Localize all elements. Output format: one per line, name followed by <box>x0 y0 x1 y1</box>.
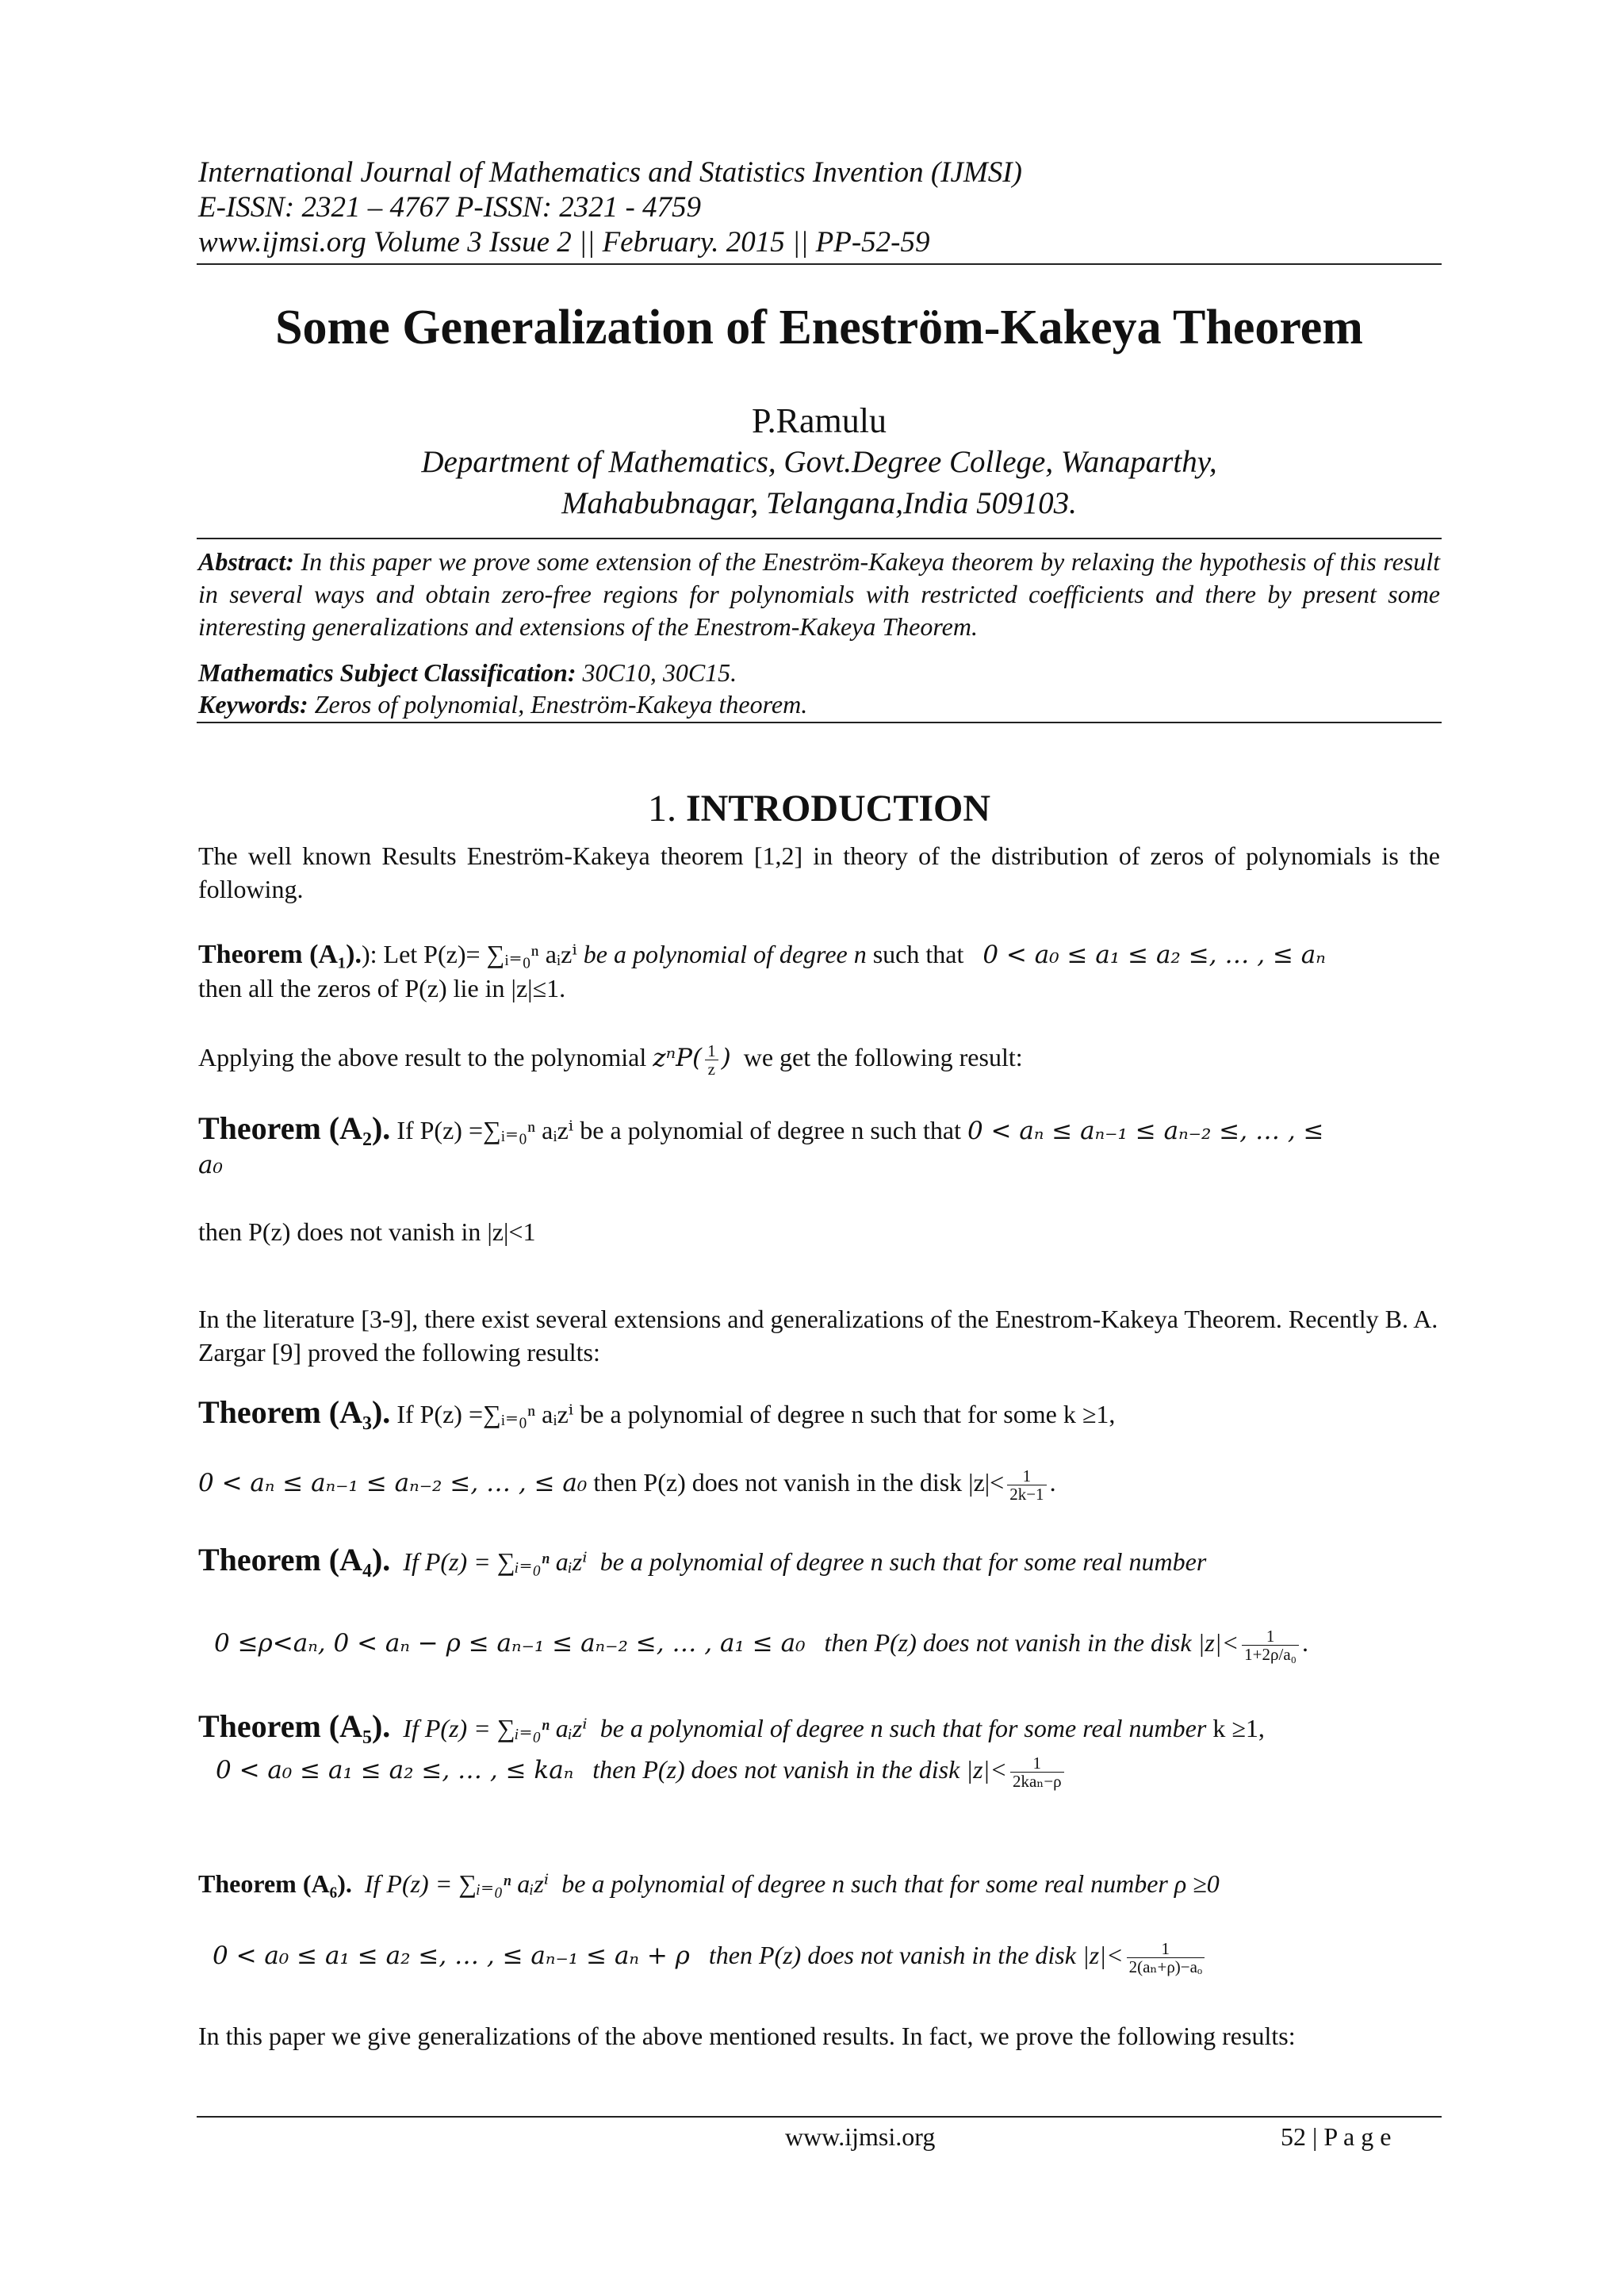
theorem-a5: Theorem (A₅). If P(z) = ∑ᵢ₌₀ⁿ aᵢzⁱ be a polynomial of degree n such that for some real number k ≥1, <box>198 1708 1265 1744</box>
abstract-text: In this paper we prove some extension of the Eneström-Kakeya theorem by relaxing the hypothesis of this result in several ways and obtain zero-free regions for polynomials with restricted coefficients and there by present some interesting generalizations and extensions of the Enestrom-Kakeya Theorem. <box>198 547 1441 641</box>
msc-line: Mathematics Subject Classification: 30C10, 30C15. <box>198 658 737 687</box>
footer-url: www.ijmsi.org <box>785 2122 936 2151</box>
footer-rule <box>197 2116 1442 2118</box>
theorem-a5-condition: 0 < a₀ ≤ a₁ ≤ a₂ ≤, … , ≤ kaₙ then P(z) does not vanish in the disk |z|< $\frac{1}{\text{2kaₙ−ρ}}$ <box>216 1753 1440 1790</box>
keywords-line: Keywords: Zeros of polynomial, Eneström-Kakeya theorem. <box>198 690 808 719</box>
section-heading: 1. INTRODUCTION <box>647 788 991 830</box>
fraction-a5: $\frac{1}{\text{2kaₙ−ρ}}$ <box>1010 1754 1064 1790</box>
abstract-label: Abstract: <box>198 547 294 576</box>
abstract-bottom-rule <box>197 722 1442 723</box>
fraction-a3: $\frac{1}{2k-1}$ <box>1007 1467 1046 1503</box>
journal-volume: www.ijmsi.org Volume 3 Issue 2 || February. 2015 || PP-52-59 <box>198 226 930 259</box>
theorem-a6-condition: 0 < a₀ ≤ a₁ ≤ a₂ ≤, … , ≤ aₙ₋₁ ≤ aₙ + ρ then P(z) does not vanish in the disk |z|< $\frac{1}{\text{2(aₙ+ρ)−aₒ}}$ <box>213 1938 1440 1976</box>
journal-header <box>198 155 1022 260</box>
intro-paragraph: The well known Results Eneström-Kakeya theorem [1,2] in theory of the distribution of zeros of polynomials is the following. <box>198 841 1440 903</box>
applying-paragraph: Applying the above result to the polynomial zⁿP( $\frac{1}{z}$ ) we get the following result: <box>198 1041 1023 1079</box>
closing-paragraph: In this paper we give generalizations of the above mentioned results. In fact, we prove the following results: <box>198 2022 1296 2050</box>
fraction-a4: $\frac{1}{\text{1+2ρ/a₀}}$ <box>1242 1627 1299 1663</box>
journal-name: International Journal of Mathematics and Statistics Invention (IJMSI) <box>198 156 1022 189</box>
fraction-a6: $\frac{1}{\text{2(aₙ+ρ)−aₒ}}$ <box>1127 1940 1205 1976</box>
author-name: P.Ramulu <box>752 401 887 440</box>
theorem-a4-condition: 0 ≤ρ<aₙ, 0 < aₙ − ρ ≤ aₙ₋₁ ≤ aₙ₋₂ ≤, … , a₁ ≤ a₀ then P(z) does not vanish in the disk |z|< $\frac{1}{\text{1+2ρ/a₀}}$ . <box>214 1627 1308 1665</box>
page-number: 52 | P a g e <box>1281 2122 1392 2151</box>
author-affiliation: Department of Mathematics, Govt.Degree College, Wanaparthy, Mahabubnagar, Telangana,India 509103. <box>421 445 1217 520</box>
theorem-a2-conclusion: then P(z) does not vanish in |z|<1 <box>198 1217 536 1246</box>
theorem-a6: Theorem (A₆). If P(z) = ∑ᵢ₌₀ⁿ aᵢzⁱ be a polynomial of degree n such that for some real number ρ ≥0 <box>198 1869 1220 1898</box>
theorem-a4: Theorem (A₄). If P(z) = ∑ᵢ₌₀ⁿ aᵢzⁱ be a polynomial of degree n such that for some real number <box>198 1542 1207 1577</box>
theorem-a1: Theorem (A₁).): Let P(z)= ∑ᵢ₌₀ⁿ aᵢzⁱ be a polynomial of degree n such that 0 < a₀ ≤ a₁ ≤ a₂ ≤, … , ≤ aₙ then all the zeros of P(z) lie in |z|≤1. <box>198 940 1326 1002</box>
theorem-a2: Theorem (A₂). If P(z) =∑ᵢ₌₀ⁿ aᵢzⁱ be a polynomial of degree n such that 0 < aₙ ≤ aₙ₋₁ ≤ aₙ₋₂ ≤, … , ≤ a₀ <box>198 1110 1324 1179</box>
abstract-top-rule <box>197 538 1442 539</box>
journal-issn: E-ISSN: 2321 – 4767 P-ISSN: 2321 - 4759 <box>198 191 702 224</box>
literature-paragraph: In the literature [3-9], there exist several extensions and generalizations of the Enestrom-Kakeya Theorem. Recently B. A. Zargar [9] proved the following results: <box>198 1305 1438 1366</box>
fraction-1-over-z: $\frac{1}{z}$ <box>705 1042 718 1078</box>
paper-title: Some Generalization of Eneström-Kakeya Theorem <box>275 301 1363 355</box>
abstract <box>198 546 1440 643</box>
theorem-a3-condition: 0 < aₙ ≤ aₙ₋₁ ≤ aₙ₋₂ ≤, … , ≤ a₀ then P(z) does not vanish in the disk |z|< $\frac{1}{2k-1}$ . <box>198 1466 1056 1504</box>
header-rule <box>197 263 1442 265</box>
theorem-a3: Theorem (A₃). If P(z) =∑ᵢ₌₀ⁿ aᵢzⁱ be a polynomial of degree n such that for some k ≥1, <box>198 1394 1116 1430</box>
